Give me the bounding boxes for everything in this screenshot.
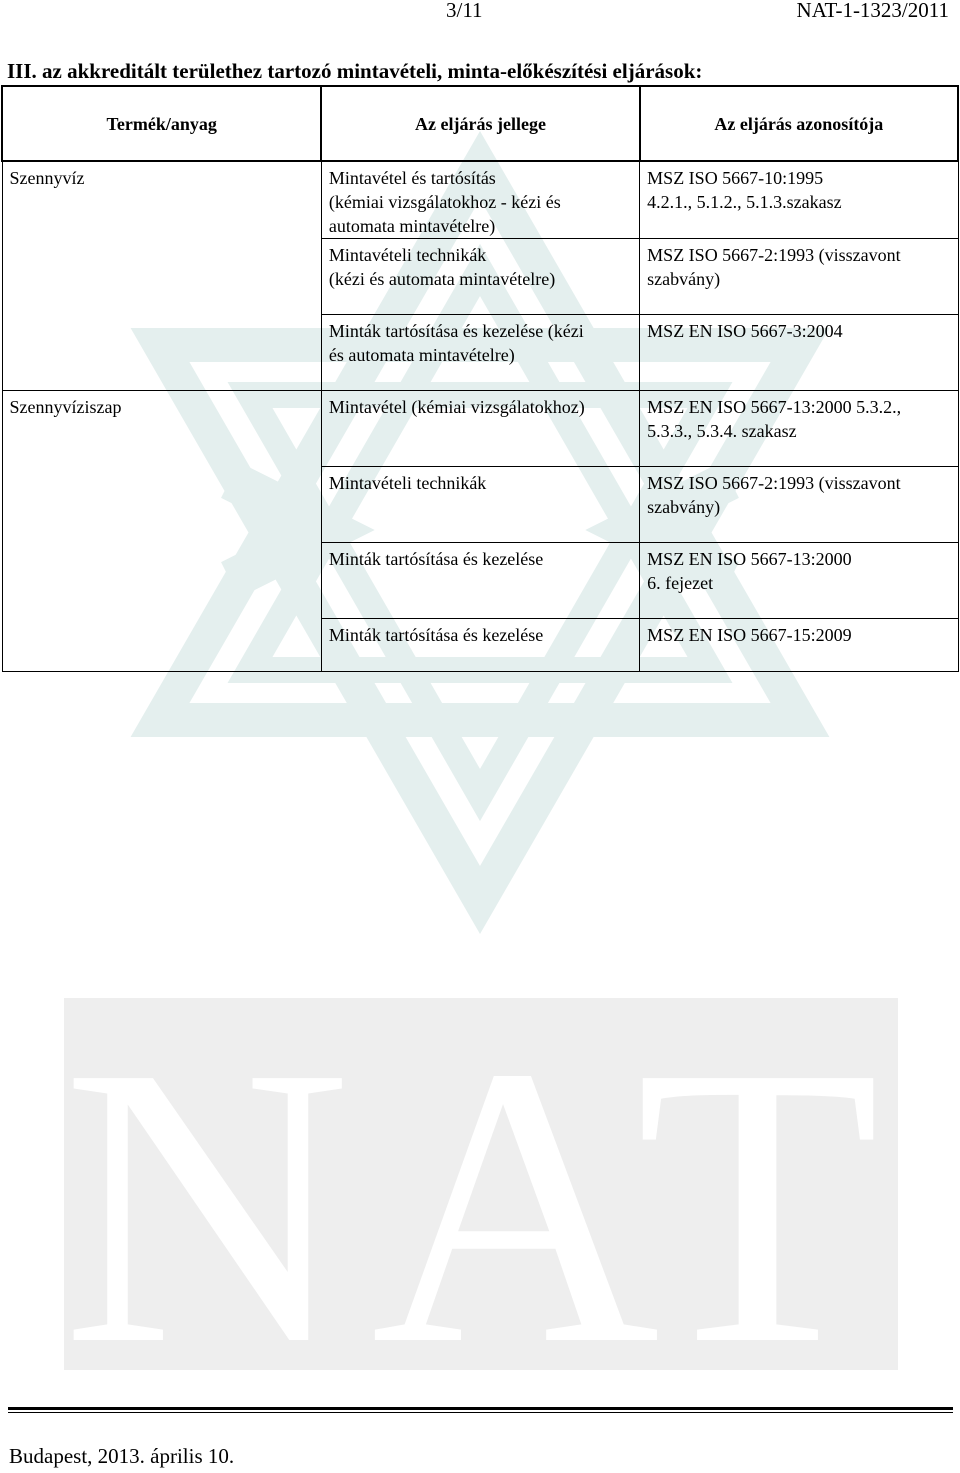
document-id: NAT-1-1323/2011 xyxy=(796,0,949,22)
nat-letters: NAT xyxy=(62,984,900,1427)
footer-divider xyxy=(8,1407,953,1413)
footer-place-date: Budapest, 2013. április 10. xyxy=(9,1444,235,1468)
header-product: Termék/anyag xyxy=(2,86,321,161)
identifier-cell: MSZ EN ISO 5667-3:2004 xyxy=(640,315,958,391)
procedures-table xyxy=(1,85,959,672)
section-title: III. az akkreditált területhez tartozó mintavételi, minta-előkészítési eljárások: xyxy=(7,59,703,83)
procedure-cell: Minták tartósítása és kezelése (kézi és automata mintavételre) xyxy=(321,315,639,391)
identifier-cell: MSZ EN ISO 5667-13:2000 5.3.2., 5.3.3., 5.3.4. szakasz xyxy=(640,391,958,467)
table-row xyxy=(2,391,958,467)
identifier-cell: MSZ ISO 5667-10:1995 4.2.1., 5.1.2., 5.1.3.szakasz xyxy=(640,161,958,239)
procedure-cell: Mintavétel (kémiai vizsgálatokhoz) xyxy=(321,391,639,467)
procedure-cell: Minták tartósítása és kezelése xyxy=(321,543,639,619)
page-number: 3/11 xyxy=(446,0,483,22)
product-cell: Szennyvíziszap xyxy=(2,391,321,672)
procedure-cell: Minták tartósítása és kezelése xyxy=(321,619,639,672)
table-header-row xyxy=(2,86,958,161)
identifier-cell: MSZ ISO 5667-2:1993 (visszavont szabvány) xyxy=(640,239,958,315)
product-cell: Szennyvíz xyxy=(2,161,321,391)
header-identifier: Az eljárás azonosítója xyxy=(640,86,958,161)
table-row xyxy=(2,161,958,239)
identifier-cell: MSZ EN ISO 5667-13:2000 6. fejezet xyxy=(640,543,958,619)
page-header xyxy=(0,0,960,26)
procedure-cell: Mintavétel és tartósítás (kémiai vizsgálatokhoz - kézi és automata mintavételre) xyxy=(321,161,639,239)
procedure-cell: Mintavételi technikák (kézi és automata mintavételre) xyxy=(321,239,639,315)
header-procedure: Az eljárás jellege xyxy=(321,86,639,161)
identifier-cell: MSZ EN ISO 5667-15:2009 xyxy=(640,619,958,672)
identifier-cell: MSZ ISO 5667-2:1993 (visszavont szabvány) xyxy=(640,467,958,543)
procedure-cell: Mintavételi technikák xyxy=(321,467,639,543)
